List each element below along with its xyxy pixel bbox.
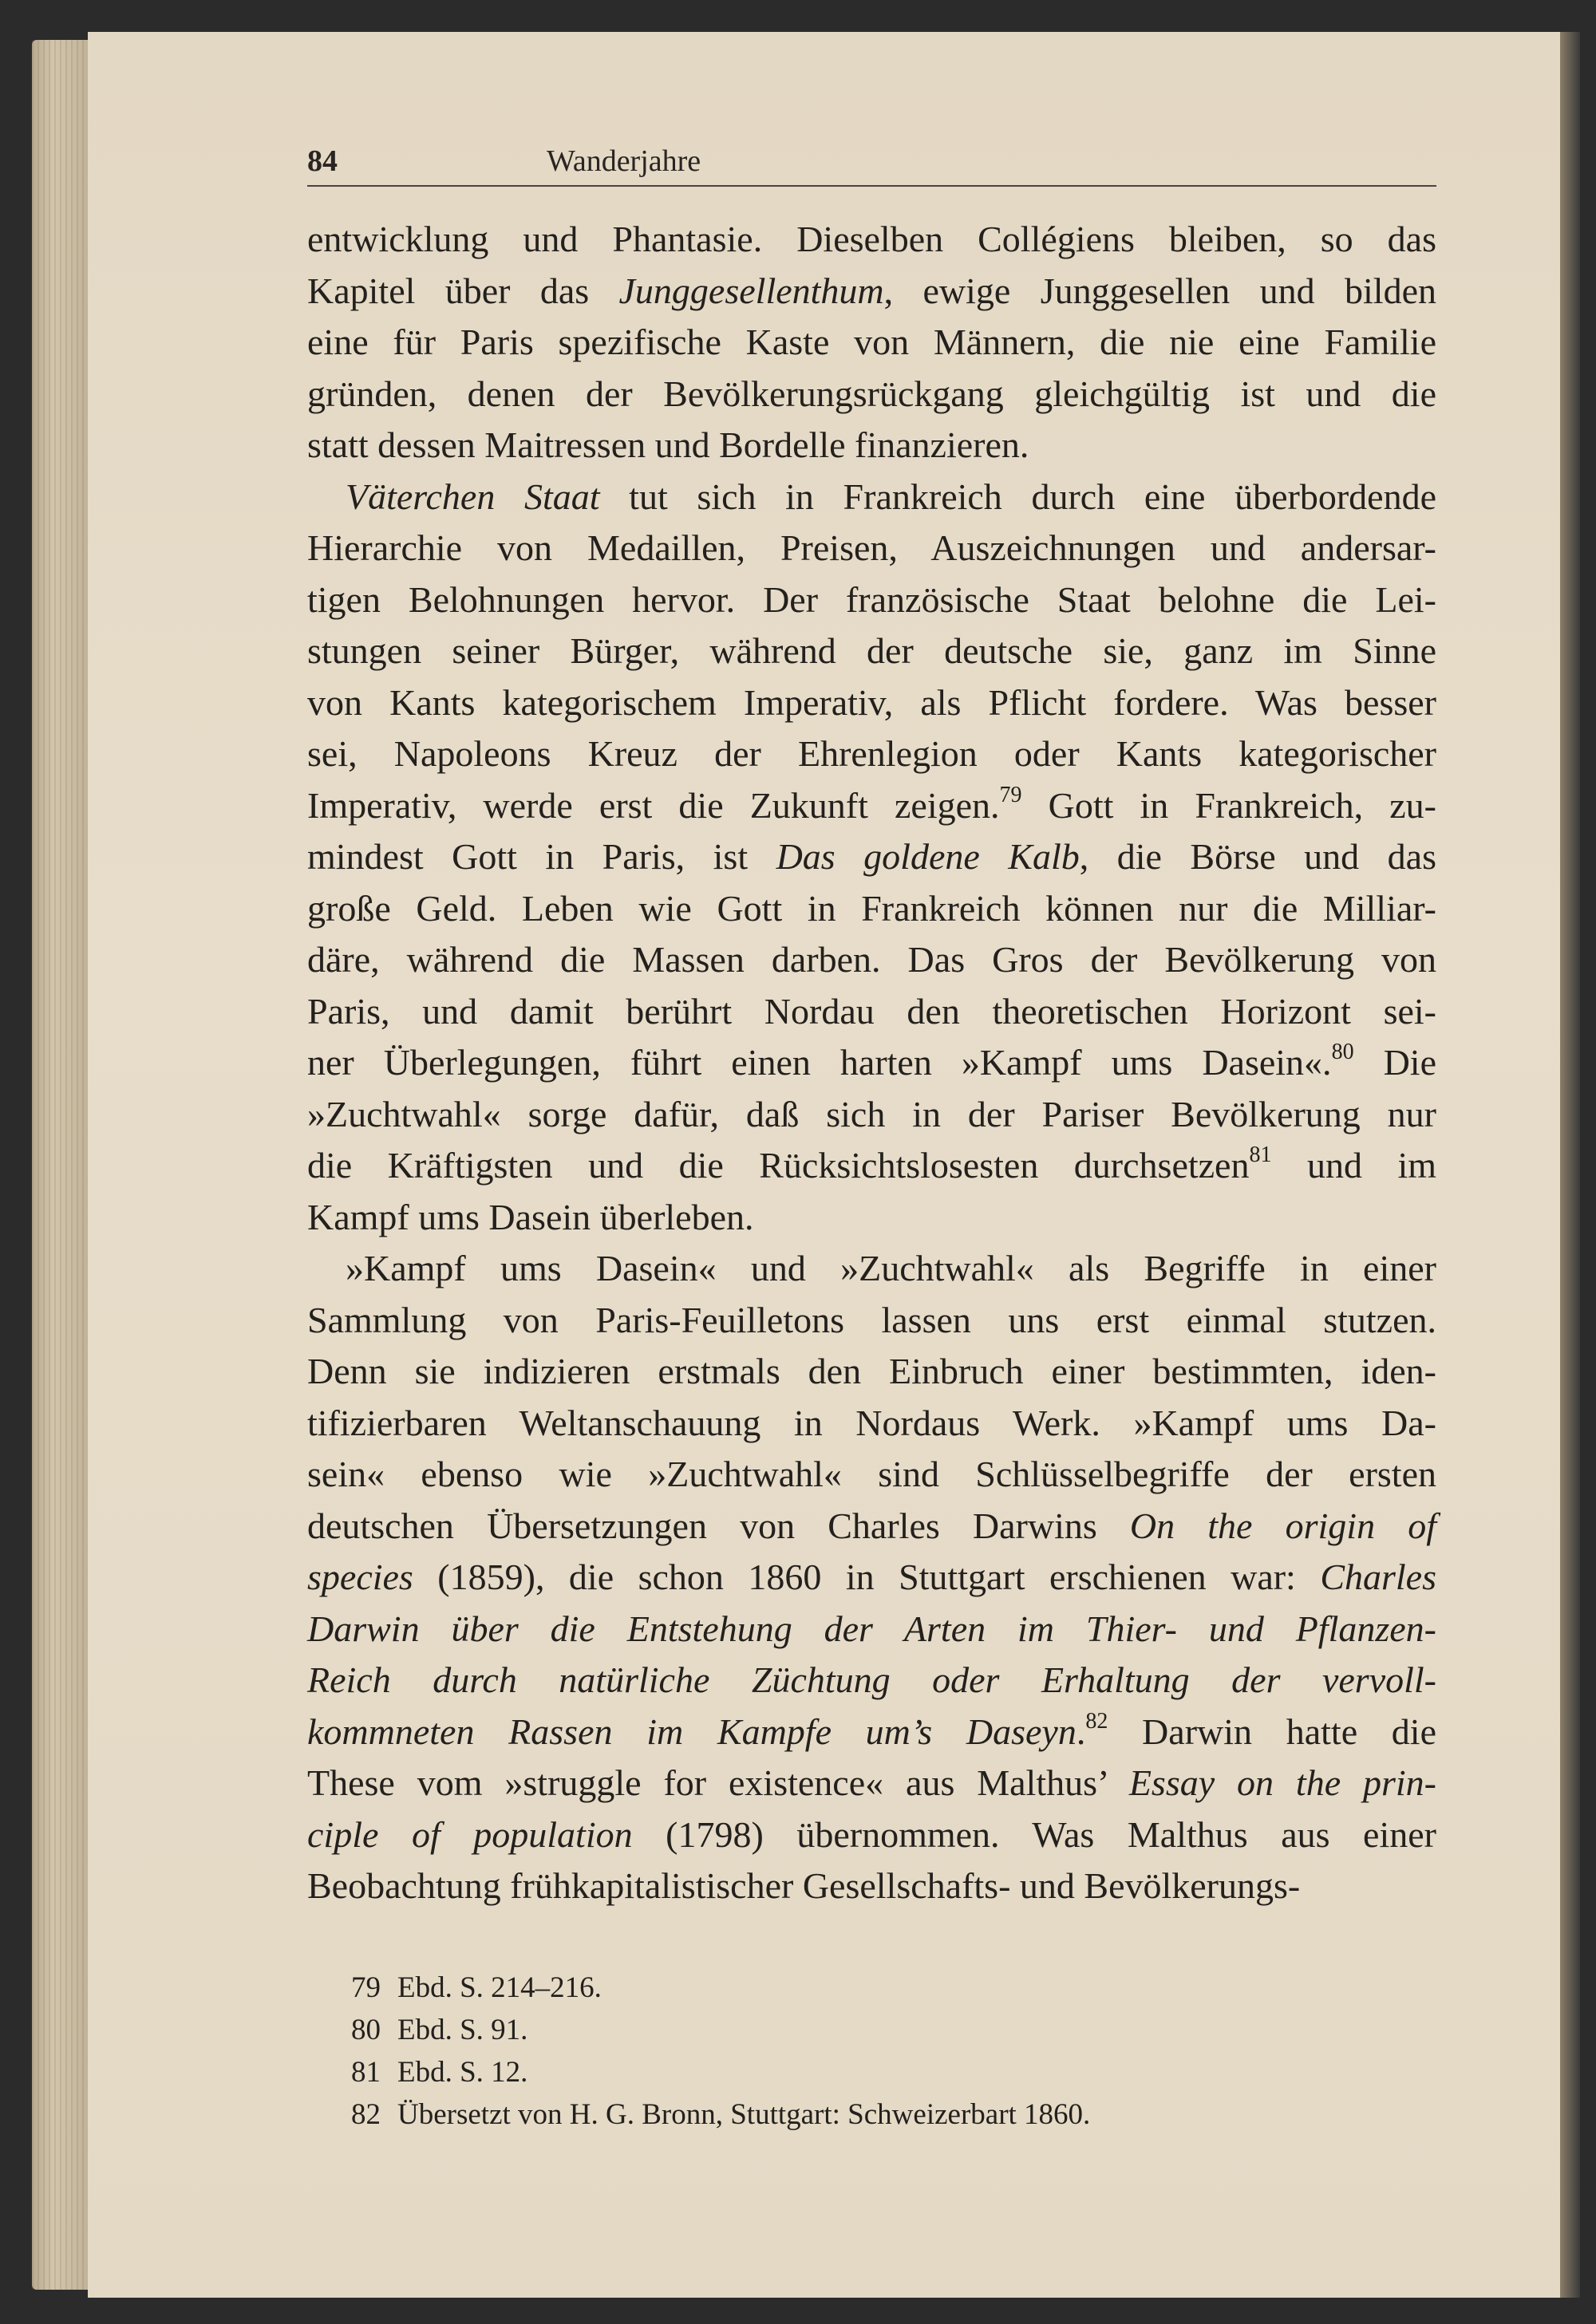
body-line: »Kampf ums Dasein« und »Zuchtwahl« als Begriffe in einer xyxy=(346,1248,1436,1288)
body-line: Kampf ums Dasein überleben. xyxy=(307,1196,754,1237)
italic-title: species xyxy=(307,1557,413,1597)
italic-title: Das goldene Kalb xyxy=(776,836,1080,877)
footnote xyxy=(351,2051,1389,2093)
italic-title: kommneten Rassen im Kampfe um’s Daseyn xyxy=(307,1710,1077,1752)
body-line: These vom »struggle for existence« aus Malthus’ Essay on the prin- xyxy=(307,1762,1436,1803)
body-line xyxy=(307,1604,1436,1655)
italic-title: Charles xyxy=(1320,1557,1436,1597)
footnote-number: 81 xyxy=(351,2056,381,2089)
body-line: Väterchen Staat tut sich in Frankreich durch eine überbordende xyxy=(346,475,1436,517)
body-text xyxy=(307,214,1436,1912)
footnote-ref: 79 xyxy=(999,782,1022,807)
body-line xyxy=(307,1655,1436,1707)
footnote xyxy=(351,2009,1389,2051)
body-line: stungen seiner Bürger, während der deutsche sie, ganz im Sinne xyxy=(307,630,1436,671)
footnote-number: 80 xyxy=(351,2014,381,2046)
italic-title: Väterchen Staat xyxy=(346,475,600,517)
footnote-text: Übersetzt von H. G. Bronn, Stuttgart: Schweizerbart 1860. xyxy=(397,2098,1091,2131)
body-line: sein« ebenso wie »Zuchtwahl« sind Schlüsselbegriffe der ersten xyxy=(307,1454,1436,1494)
italic-title: Junggesellenthum xyxy=(618,270,884,311)
body-line: species (1859), die schon 1860 in Stuttgart erschienen war: Charles xyxy=(307,1557,1436,1597)
body-line: gründen, denen der Bevölkerungsrückgang gleichgültig ist und die xyxy=(307,373,1436,414)
body-line: kommneten Rassen im Kampfe um’s Daseyn.$^{82}$ Darwin hatte die xyxy=(307,1708,1437,1752)
body-line: ner Überlegungen, führt einen harten »Kampf ums Dasein«.$^{80}$ Die xyxy=(307,1040,1436,1083)
footnote xyxy=(351,1967,1389,2009)
page-number: 84 xyxy=(307,144,338,178)
body-line: Hierarchie von Medaillen, Preisen, Auszeichnungen und andersar- xyxy=(307,527,1436,568)
book-spine xyxy=(1560,32,1580,2298)
body-line: die Kräftigsten und die Rücksichtslosesten durchsetzen$^{81}$ und im xyxy=(307,1142,1437,1186)
footnote-number: 79 xyxy=(351,1971,381,2004)
body-line: Denn sie indizieren erstmals den Einbruch einer bestimmten, iden- xyxy=(307,1351,1436,1391)
italic-title: Essay on the prin- xyxy=(1128,1762,1436,1803)
body-line: däre, während die Massen darben. Das Gros der Bevölkerung von xyxy=(307,939,1436,980)
italic-title: Reich durch natürliche Züchtung oder Erhaltung der vervoll- xyxy=(307,1659,1436,1700)
body-line: ciple of population (1798) übernommen. Was Malthus aus einer xyxy=(307,1813,1436,1855)
footnote-ref: 80 xyxy=(1331,1040,1354,1064)
body-line: Beobachtung frühkapitalistischer Gesellschafts- und Bevölkerungs- xyxy=(307,1865,1301,1906)
body-line: sei, Napoleons Kreuz der Ehrenlegion oder Kants kategorischer xyxy=(307,733,1436,774)
body-line: von Kants kategorischem Imperativ, als Pflicht fordere. Was besser xyxy=(307,681,1436,723)
body-line: entwicklung und Phantasie. Dieselben Collégiens bleiben, so das xyxy=(307,219,1436,259)
body-line: Sammlung von Paris-Feuilletons lassen uns erst einmal stutzen. xyxy=(307,1299,1436,1340)
footnote-text: Ebd. S. 214–216. xyxy=(397,1971,602,2004)
italic-title: Darwin über die Entstehung der Arten im Thier- und Pflanzen- xyxy=(307,1608,1436,1649)
footnotes xyxy=(351,1967,1389,2136)
footnote-ref: 81 xyxy=(1249,1142,1272,1167)
footnote-text: Ebd. S. 12. xyxy=(397,2056,528,2089)
body-line: »Zuchtwahl« sorge dafür, daß sich in der Pariser Bevölkerung nur xyxy=(307,1093,1436,1134)
footnote-number: 82 xyxy=(351,2098,381,2131)
footnote-text: Ebd. S. 91. xyxy=(397,2014,528,2046)
body-line: Kapitel über das Junggesellenthum, ewige Junggesellen und bilden xyxy=(307,270,1436,311)
body-line: Paris, und damit berührt Nordau den theoretischen Horizont sei- xyxy=(307,990,1436,1032)
italic-title: On the origin of xyxy=(1129,1505,1436,1546)
footnote-ref: 82 xyxy=(1085,1708,1108,1734)
running-title: Wanderjahre xyxy=(547,144,701,178)
body-line: tifizierbaren Weltanschauung in Nordaus Werk. »Kampf ums Da- xyxy=(307,1402,1436,1443)
footnote xyxy=(351,2093,1389,2136)
body-line: statt dessen Maitressen und Bordelle finanzieren. xyxy=(307,424,1029,465)
body-line: deutschen Übersetzungen von Charles Darwins On the origin of xyxy=(307,1505,1436,1546)
body-line: Imperativ, werde erst die Zukunft zeigen.$^{79}$ Gott in Frankreich, zu- xyxy=(307,782,1436,826)
body-line: eine für Paris spezifische Kaste von Männern, die nie eine Familie xyxy=(307,322,1436,362)
body-line: mindest Gott in Paris, ist Das goldene Kalb, die Börse und das xyxy=(307,836,1436,877)
page-header xyxy=(307,144,1436,187)
italic-title: ciple of population xyxy=(307,1813,633,1855)
body-line: tigen Belohnungen hervor. Der französische Staat belohne die Lei- xyxy=(307,578,1436,620)
body-line: große Geld. Leben wie Gott in Frankreich können nur die Milliar- xyxy=(307,887,1436,929)
